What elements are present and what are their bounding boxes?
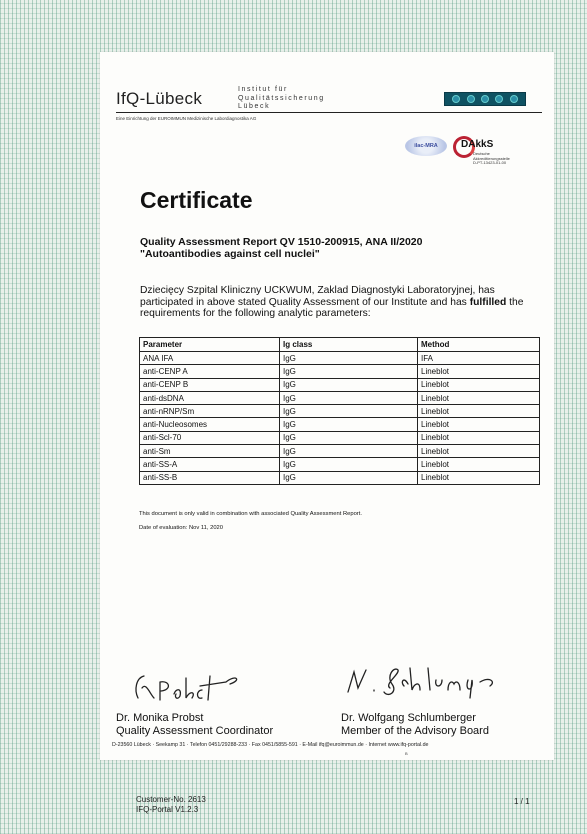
table-row [140,352,540,365]
cell-method: Lineblot [418,471,540,484]
table-row [140,378,540,391]
signer-coordinator [116,712,273,737]
evaluation-date: Date of evaluation: Nov 11, 2020 [139,525,224,531]
participation-statement [140,285,545,320]
institute-line: Qualitätssicherung [238,94,325,102]
cell-method: Lineblot [418,378,540,391]
signer-name: Dr. Monika Probst [116,712,204,724]
dakks-info [473,152,510,166]
table-row [140,418,540,431]
report-heading [140,236,422,260]
cell-ig-class: IgG [280,418,418,431]
footer-mark: B [405,751,408,756]
cell-method: IFA [418,352,540,365]
header-band [444,92,526,106]
intro-text: the requirements for the following analytic parameters: [140,296,524,319]
dakks-logo [453,132,513,172]
cell-ig-class: IgG [280,458,418,471]
ifq-logo: IfQ-Lübeck [116,89,203,108]
table-row [140,405,540,418]
cell-ig-class: IgG [280,431,418,444]
intro-text: Dziecięcy Szpital Kliniczny UCKWUM, Zaklad Diagnostyki Laboratoryjnej, has participated in above stated Quality Assessment of our Institute and has [140,285,495,308]
cell-parameter: anti-Nucleosomes [140,418,280,431]
table-row [140,471,540,484]
portal-version: IFQ-Portal V1.2.3 [136,804,199,814]
table-header-row [140,338,540,352]
cell-parameter: anti-SS-B [140,471,280,484]
institute-line: Institut für [238,86,288,93]
cell-parameter: anti-CENP B [140,378,280,391]
cell-method: Lineblot [418,365,540,378]
cell-method: Lineblot [418,418,540,431]
signer-name: Dr. Wolfgang Schlumberger [341,712,476,724]
table-row [140,365,540,378]
table-row [140,391,540,404]
cell-ig-class: IgG [280,405,418,418]
cell-parameter: anti-SS-A [140,458,280,471]
cell-ig-class: IgG [280,445,418,458]
validity-note: This document is only valid in combination with associated Quality Assessment Report. [139,511,362,517]
signature-probst [130,668,250,704]
cell-ig-class: IgG [280,391,418,404]
dakks-line: Akkreditierungsstelle [473,155,510,161]
institute-line: Lübeck [238,103,271,110]
signer-role: Quality Assessment Coordinator [116,724,274,737]
cell-parameter: anti-nRNP/Sm [140,405,280,418]
column-header-method: Method [418,338,540,352]
table-row [140,445,540,458]
cell-parameter: anti-CENP A [140,365,280,378]
cell-method: Lineblot [418,405,540,418]
header-subline: Eine Einrichtung der EUROIMMUN Medizinische Labordiagnostika AG [116,116,257,121]
certificate-title: Certificate [140,187,253,213]
ilac-mra-logo: ilac-MRA [405,136,447,156]
customer-number: Customer-No. 2613 [136,795,206,804]
report-subject: "Autoantibodies against cell nuclei" [140,248,320,260]
address-footer: D-23560 Lübeck · Seekamp 31 · Telefon 0451/29288-233 · Fax 0451/5855-591 · E-Mail ifq@euroimmun.de · Internet www.ifq-portal.de [112,742,429,748]
cell-ig-class: IgG [280,365,418,378]
cell-ig-class: IgG [280,471,418,484]
dakks-line: Deutsche [473,151,490,156]
signature-schlumberger [340,662,500,702]
cell-parameter: anti-Sm [140,445,280,458]
cell-parameter: anti-dsDNA [140,391,280,404]
cell-method: Lineblot [418,431,540,444]
header-divider [116,112,542,113]
signer-role: Member of the Advisory Board [341,724,489,737]
cell-method: Lineblot [418,458,540,471]
cell-method: Lineblot [418,445,540,458]
cell-parameter: ANA IFA [140,352,280,365]
cell-ig-class: IgG [280,352,418,365]
certificate-page [100,52,554,760]
institute-name [238,86,325,112]
page-number: 1 / 1 [514,797,530,806]
column-header-ig-class: Ig class [280,338,418,352]
cell-method: Lineblot [418,391,540,404]
table-row [140,458,540,471]
cell-parameter: anti-Scl-70 [140,431,280,444]
column-header-parameter: Parameter [140,338,280,352]
cell-ig-class: IgG [280,378,418,391]
dakks-name: DAkkS [461,139,494,150]
parameters-table [139,337,540,485]
signer-advisory [341,712,489,737]
table-row [140,431,540,444]
intro-fulfilled: fulfilled [469,296,507,308]
customer-info [136,795,206,814]
dakks-line: D-PT-13423-01-00 [473,160,507,166]
report-number: Quality Assessment Report QV 1510-200915, ANA II/2020 [140,236,423,248]
